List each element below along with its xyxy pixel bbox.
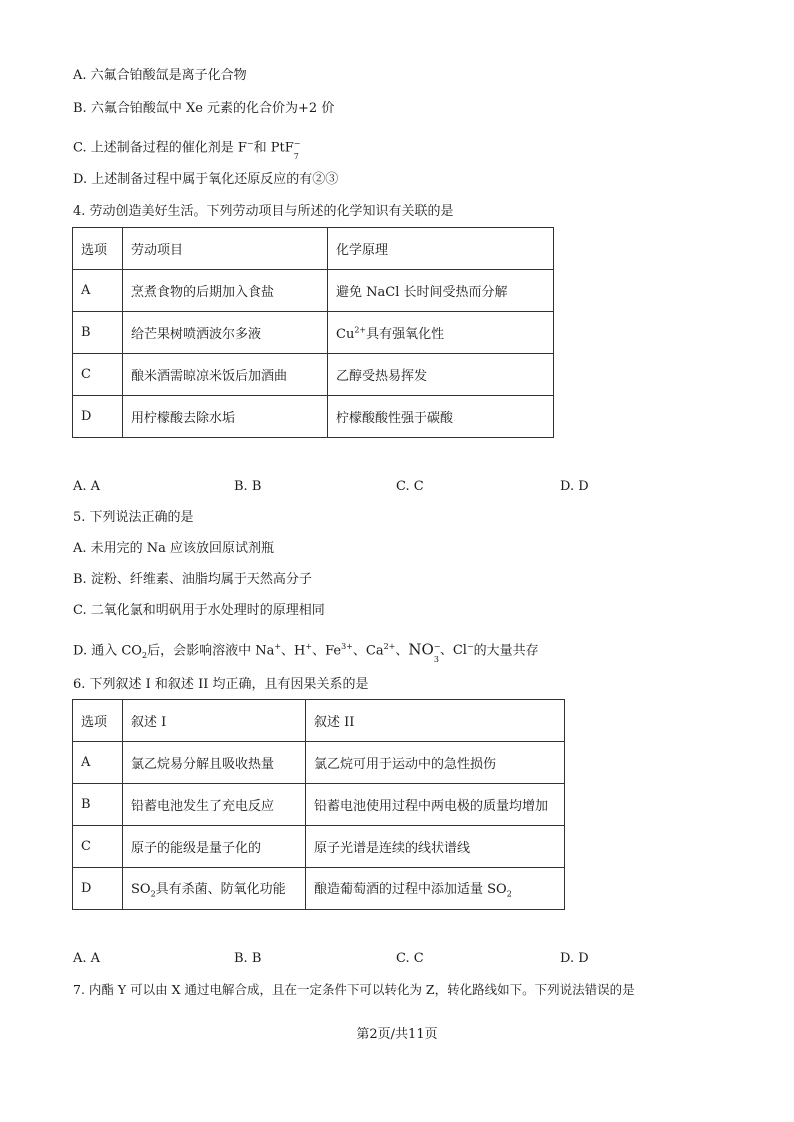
q6-row-d-s1-pre: SO [131,882,151,898]
q5-d-part1: D. 通入 CO [73,643,142,659]
q6-row-d-s1-post: 具有杀菌、防氧化功能 [155,882,286,898]
q5-d-sup-ca: 2+ [383,642,396,651]
q5-d-part7: 、Cl [439,643,467,659]
q4-header-item: 劳动项目 [123,228,328,270]
q6-row-b-option: B [73,784,123,826]
q4-table [72,227,554,438]
table-row [73,826,565,868]
q4-header-option: 选项 [73,228,123,270]
q3-option-c-sup2: − [293,139,301,149]
q5-d-nitrate-sup: − [433,642,441,652]
q3-option-a: A. 六氟合铂酸氙是离子化合物 [73,68,247,83]
q4-row-d-option: D [73,396,123,438]
q6-row-b-s1: 铅蓄电池发生了充电反应 [123,784,306,826]
q4-row-b-principle [328,312,554,354]
q3-option-c-sub2: 7 [293,152,299,162]
q6-row-b-s2: 铅蓄电池使用过程中两电极的质量均增加 [306,784,565,826]
q4-row-a-option: A [73,270,123,312]
q5-d-sup-h: + [305,642,313,651]
q4-answer-c: C. C [396,479,424,494]
q7-stem: 7. 内酯 Y 可以由 X 通过电解合成，且在一定条件下可以转化为 Z，转化路线如下。下列说法错误的是 [73,982,635,997]
q5-d-part3: 、H [281,643,306,659]
q6-table [72,699,565,910]
q5-d-sup-na: + [274,642,282,651]
q3-option-c-text: C. 上述制备过程的催化剂是 F [73,140,247,156]
q6-row-c-s2: 原子光谱是连续的线状谱线 [306,826,565,868]
page-footer: 第2页/共11页 [356,1027,438,1042]
q6-row-d-s2-sub: 2 [506,889,512,899]
q6-answer-d: D. D [560,951,589,966]
q6-row-a-s1: 氯乙烷易分解且吸收热量 [123,742,306,784]
q5-d-part5: 、Ca [352,643,384,659]
q3-option-c [73,135,301,162]
q5-stem: 5. 下列说法正确的是 [73,510,194,525]
table-row [73,396,554,438]
q3-option-c-sup1: − [246,139,254,148]
q6-row-a-s2: 氯乙烷可用于运动中的急性损伤 [306,742,565,784]
q4-row-c-item: 酿米酒需晾凉米饭后加酒曲 [123,354,328,396]
q6-row-d-option: D [73,868,123,910]
q4-row-a-item: 烹煮食物的后期加入食盐 [123,270,328,312]
table-row [73,700,565,742]
q6-stem: 6. 下列叙述 I 和叙述 II 均正确，且有因果关系的是 [73,677,369,692]
q4-row-d-principle: 柠檬酸酸性强于碳酸 [328,396,554,438]
q3-option-d: D. 上述制备过程中属于氧化还原反应的有②③ [73,172,339,187]
table-row [73,742,565,784]
q5-d-nitrate: NO [408,640,434,659]
q4-row-c-option: C [73,354,123,396]
q5-d-sup-fe: 3+ [341,642,353,651]
q5-d-part2: 后，会影响溶液中 Na [147,643,275,659]
q5-option-b: B. 淀粉、纤维素、油脂均属于天然高分子 [73,572,312,587]
q6-answer-b: B. B [234,951,262,966]
q5-d-part4: 、Fe [312,643,342,659]
q5-d-sub-co2: 2 [141,650,148,660]
q5-d-part6: 、 [395,643,409,659]
q6-answer-c: C. C [396,951,424,966]
q5-option-c: C. 二氧化氯和明矾用于水处理时的原理相同 [73,603,325,618]
q4-row-a-principle: 避免 NaCl 长时间受热而分解 [328,270,554,312]
q5-option-a: A. 未用完的 Na 应该放回原试剂瓶 [73,541,275,556]
q6-row-d-s1-sub: 2 [150,889,156,899]
q4-row-b-principle-pre: Cu [336,327,355,342]
q4-row-d-item: 用柠檬酸去除水垢 [123,396,328,438]
q6-row-c-s1: 原子的能级是量子化的 [123,826,306,868]
table-row [73,868,565,910]
q6-header-s1: 叙述 I [123,700,306,742]
q6-row-c-option: C [73,826,123,868]
q5-d-sup-cl: − [466,642,474,651]
q6-row-d-s2-pre: 酿造葡萄酒的过程中添加适量 SO [314,882,507,898]
q4-answer-b: B. B [234,479,262,494]
q4-answer-d: D. D [560,479,589,494]
q6-header-option: 选项 [73,700,123,742]
q6-answer-choices [73,950,633,968]
q3-option-b: B. 六氟合铂酸氙中 Xe 元素的化合价为+2 价 [73,101,335,116]
table-row [73,270,554,312]
q4-answer-choices [73,478,633,496]
table-row [73,312,554,354]
q6-row-d-s1 [123,868,306,910]
q3-option-c-mid: 和 PtF [253,140,294,156]
q4-row-b-option: B [73,312,123,354]
q6-row-a-option: A [73,742,123,784]
table-row [73,228,554,270]
q4-row-b-item: 给芒果树喷洒波尔多液 [123,312,328,354]
q5-d-part8: 的大量共存 [473,643,539,659]
q4-answer-a: A. A [73,479,101,494]
table-row [73,784,565,826]
table-row [73,354,554,396]
q6-header-s2: 叙述 II [306,700,565,742]
q6-answer-a: A. A [73,951,101,966]
q4-header-principle: 化学原理 [328,228,554,270]
q4-row-b-principle-sup: 2+ [354,325,367,335]
q5-option-d [73,638,539,665]
q6-row-d-s2 [306,868,565,910]
q4-row-b-principle-post: 具有强氧化性 [366,327,445,342]
q4-row-c-principle: 乙醇受热易挥发 [328,354,554,396]
q4-stem: 4. 劳动创造美好生活。下列劳动项目与所述的化学知识有关联的是 [73,204,454,219]
q5-d-nitrate-sub: 3 [433,655,439,665]
